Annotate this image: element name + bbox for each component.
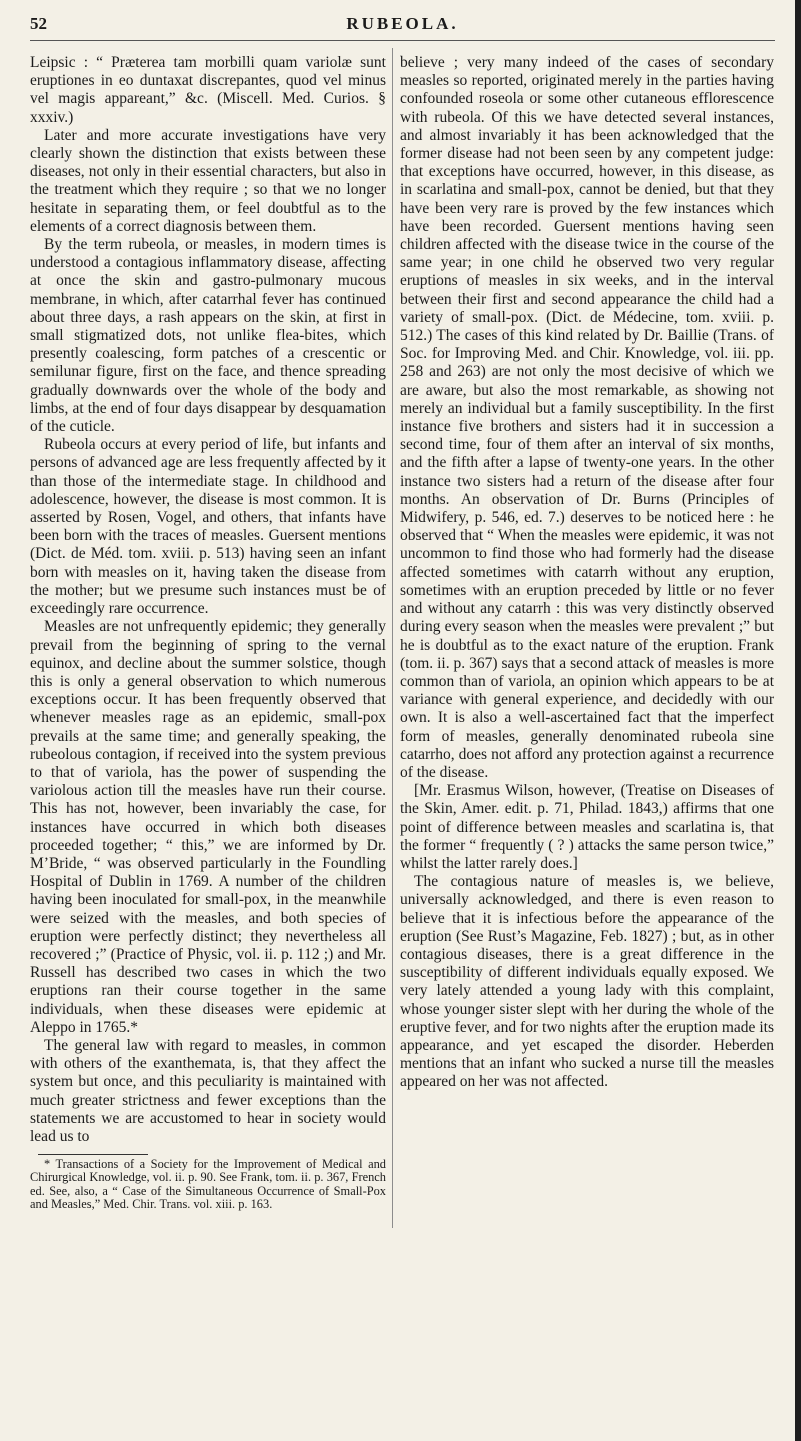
paragraph: believe ; very many indeed of the cases of secondary measles so reported, originated merely in the parties having confounded roseola or some other cutaneous efflorescence with rubeola. Of this we have detected several instances, and almost invariably it has been acknowledged that the former disease had not been seen by any competent judge: that exceptions have occurred, however, in this disease, as in scarlatina and small-pox, cannot be denied, but that they have been very rare is proved by the few instances which have been recorded. Guersent mentions having seen children affected with the disease twice in the course of the same year; in one child he observed two very regular eruptions of measles in six weeks, and in the interval between their first and second appearance the child had a variety of small-pox. (Dict. de Médecine, tom. xviii. p. 512.) The cases of this kind related by Dr. Baillie (Trans. of Soc. for Improving Med. and Chir. Knowledge, vol. iii. pp. 258 and 263) are not only the most decisive of which we are aware, but also the most remarkable, as showing not merely an individual but a family susceptibility. In the first instance five brothers and sisters had it in succession a second time, four of them after an interval of six months, and the fifth after a lapse of twenty-one years. In the other instance two sisters had a return of the disease after four months. An observation of Dr. Burns (Principles of Midwifery, p. 546, ed. 7.) deserves to be noticed here : he observed that “ When the measles were epidemic, it was not uncommon to find those who had formerly had the disease affected sometimes with catarrh without any eruption, sometimes with an eruption preceded by little or no fever and without any catarrh : this was very distinctly observed during every season when the measles were prevalent ;” but he is doubtful as to the exact nature of the eruption. Frank (tom. ii. p. 367) says that a second attack of measles is more common than of variola, an opinion which appears to be at variance with general experience, and decidedly with our own. It is also a well-ascertained fact that the imperfect form of measles, generally denominated rubeola sine catarrho, does not afford any protection against a recurrence of the disease.: [400, 54, 774, 781]
paragraph: [Mr. Erasmus Wilson, however, (Treatise on Diseases of the Skin, Amer. edit. p. 71, Philad. 1843,) affirms that one point of difference between measles and scarlatina is, that the former “ frequently ( ? ) attacks the same person twice,” whilst the latter rarely does.]: [400, 782, 774, 872]
running-title: RUBEOLA.: [346, 14, 459, 33]
footnote-rule: [38, 1154, 148, 1155]
paragraph: Rubeola occurs at every period of life, but infants and persons of advanced age are less frequently affected by it than those of the intermediate stage. In childhood and adolescence, however, the disease is most common. It is asserted by Rosen, Vogel, and others, that infants have been born with the traces of measles. Guersent mentions (Dict. de Méd. tom. xviii. p. 513) having seen an infant born with measles on it, having taken the disease from the mother; but we presume such instances must be of exceedingly rare occurrence.: [30, 436, 386, 618]
paragraph: By the term rubeola, or measles, in modern times is understood a contagious inflammatory disease, affecting at once the skin and gastro-pulmonary mucous membrane, in which, after catarrhal fever has continued about three days, a rash appears on the skin, at first in small stigmatized dots, not unlike flea-bites, which presently coalescing, form patches of a crescentic or semilunar figure, first on the face, and thence spreading gradually downwards over the whole of the body and limbs, at the end of four days disappear by desquamation of the cuticle.: [30, 236, 386, 436]
scan-edge: [795, 0, 801, 1441]
left-column: [30, 54, 386, 1211]
right-column: [400, 54, 774, 1092]
column-divider: [392, 48, 393, 1228]
page-number: 52: [30, 14, 47, 33]
paragraph: The contagious nature of measles is, we believe, universally acknowledged, and there is even reason to believe that it is infectious before the appearance of the eruption (See Rust’s Magazine, Feb. 1827) ; but, as in other contagious diseases, there is a great difference in the susceptibility of different individuals equally exposed. We very lately attended a young lady with this complaint, whose younger sister slept with her during the whole of the eruptive fever, and for two nights after the eruption made its appearance, and yet escaped the disorder. Heberden mentions that an infant who sucked a nurse till the measles appeared on her was not affected.: [400, 873, 774, 1091]
paragraph: Leipsic : “ Præterea tam morbilli quam variolæ sunt eruptiones in eo duntaxat discrepantes, quod vel minus vel magis appareant,” &c. (Miscell. Med. Curios. § xxxiv.): [30, 54, 386, 126]
header-rule: [30, 40, 775, 41]
paragraph: Later and more accurate investigations have very clearly shown the distinction that exists between these diseases, not only in their essential characters, but also in the treatment which they require ; so that we no longer hesitate in separating them, or feel doubtful as to the elements of a correct diagnosis between them.: [30, 126, 386, 235]
footnote: * Transactions of a Society for the Improvement of Medical and Chirurgical Knowledge, vol. ii. p. 90. See Frank, tom. ii. p. 367, French ed. See, also, a “ Case of the Simultaneous Occurrence of Small-Pox and Measles,” Med. Chir. Trans. vol. xiii. p. 163.: [30, 1157, 386, 1211]
page-header: [30, 14, 775, 40]
paragraph: The general law with regard to measles, in common with others of the exanthemata, is, that they affect the system but once, and this peculiarity is maintained with much greater strictness and fewer exceptions than the statements we are accustomed to hear in society would lead us to: [30, 1036, 386, 1145]
paragraph: Measles are not unfrequently epidemic; they generally prevail from the beginning of spring to the vernal equinox, and decline about the summer solstice, though this is only a general observation to which numerous exceptions occur. It has been frequently observed that whenever measles rage as an epidemic, small-pox prevails at the same time; and generally speaking, the rubeolous contagion, if received into the system previous to that of variola, has the power of suspending the variolous action till the measles have run their course. This has not, however, been invariably the case, for instances have occurred in which both diseases proceeded together; “ this,” we are informed by Dr. M’Bride, “ was observed particularly in the Foundling Hospital of Dublin in 1769. A number of the children having been inoculated for small-pox, in the meanwhile were seized with the measles, and both species of eruption were perfectly distinct; they nevertheless all recovered ;” (Practice of Physic, vol. ii. p. 112 ;) and Mr. Russell has described two cases in which the two eruptions ran their course together in the same individuals, when these diseases were epidemic at Aleppo in 1765.*: [30, 618, 386, 1036]
